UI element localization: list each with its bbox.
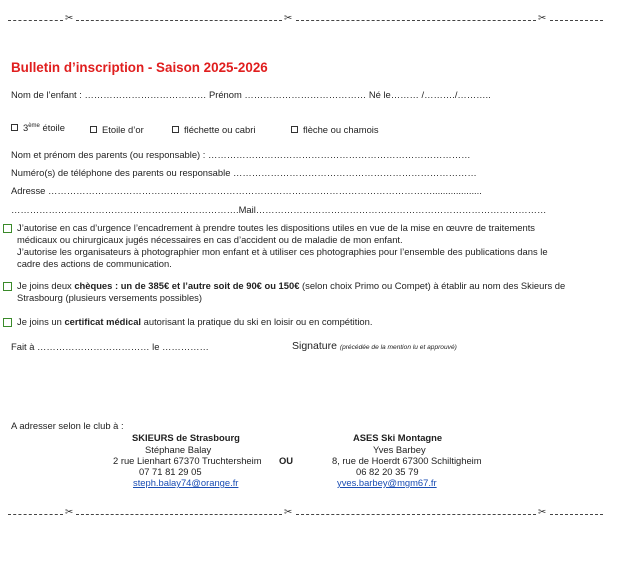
club2-contact: Yves Barbey [373,444,426,455]
club1-address: 2 rue Lienhart 67370 Truchtersheim [113,455,262,466]
parents-name-line[interactable]: Nom et prénom des parents (ou responsable) : ………………………………………………………………………… [11,149,471,160]
club1-phone: 07 71 81 29 05 [139,466,202,477]
child-info-line[interactable]: Nom de l’enfant : ………………………………… Prénom ………………………………… Né le……… /………./……….. [11,89,491,100]
authorize-text-1b: médicaux ou chirurgicaux jugés nécessaires en cas d’accident ou de maladie de mon enfant. [17,234,403,245]
club2-phone: 06 82 20 35 79 [356,466,419,477]
club2-email-link[interactable]: yves.barbey@mgm67.fr [337,477,437,488]
cheques-checkbox[interactable] [3,282,12,291]
bottom-cut-line [8,509,603,519]
certificate-text: Je joins un certificat médical autorisant la pratique du ski en loisir ou en compétition. [17,316,373,327]
club1-contact: Stéphane Balay [145,444,212,455]
scissors-icon: ✂ [65,13,74,24]
address-line[interactable]: Adresse ……………………………………………………………………………………………………………................... [11,185,482,196]
scissors-icon: ✂ [284,13,293,24]
signature-hint: (précédée de la mention lu et approuvé) [339,344,457,351]
form-title: Bulletin d’inscription - Saison 2025-2026 [11,60,268,75]
or-separator: OU [279,455,294,466]
checkbox-icon[interactable] [291,126,298,133]
authorize-checkbox[interactable] [3,224,12,233]
certificate-checkbox[interactable] [3,318,12,327]
cheques-text: Je joins deux chèques : un de 385€ et l’autre soit de 90€ ou 150€ (selon choix Primo ou Compet) à établir au nom des Skieurs de [17,280,566,291]
club2-address: 8, rue de Hoerdt 67300 Schiltigheim [332,455,482,466]
checkbox-icon[interactable] [11,124,18,131]
place-date-line[interactable]: Fait à ……………………………… le …………… [11,341,209,352]
club1-name: SKIEURS de Strasbourg [132,432,240,443]
club1-email-link[interactable]: steph.balay74@orange.fr [133,477,239,488]
scissors-icon: ✂ [538,13,547,24]
checkbox-icon[interactable] [172,126,179,133]
scissors-icon: ✂ [284,507,293,518]
mail-line[interactable]: ……………………………………………………………….Mail………………………………………………………………………………… [11,204,547,215]
parents-phone-line[interactable]: Numéro(s) de téléphone des parents ou responsable …………………………………………………………………… [11,167,477,178]
scissors-icon: ✂ [538,507,547,518]
level-option-etoile-or[interactable]: Etoile d’or [90,124,144,135]
top-cut-line [8,15,603,25]
checkbox-icon[interactable] [90,126,97,133]
level-option-3eme-etoile[interactable]: 3ème étoile [11,122,65,133]
level-option-fleche[interactable]: flèche ou chamois [291,124,379,135]
authorize-text-1a: J’autorise en cas d’urgence l’encadrement à prendre toutes les dispositions utiles en vue de la mise en œuvre de traitements [17,222,535,233]
signature-label[interactable]: Signature (précédée de la mention lu et approuvé) [292,340,457,352]
authorize-text-2b: cadre des actions de communication. [17,258,172,269]
send-to-label: A adresser selon le club à : [11,420,124,431]
club2-name: ASES Ski Montagne [353,432,443,443]
level-option-flechette[interactable]: fléchette ou cabri [172,124,255,135]
authorize-text-2a: J’autorise les organisateurs à photographier mon enfant et à utiliser ces photographies pour l’ensemble des publications dans le [17,246,548,257]
scissors-icon: ✂ [65,507,74,518]
cheques-text-line2: Strasbourg (plusieurs versements possibles) [17,292,202,303]
